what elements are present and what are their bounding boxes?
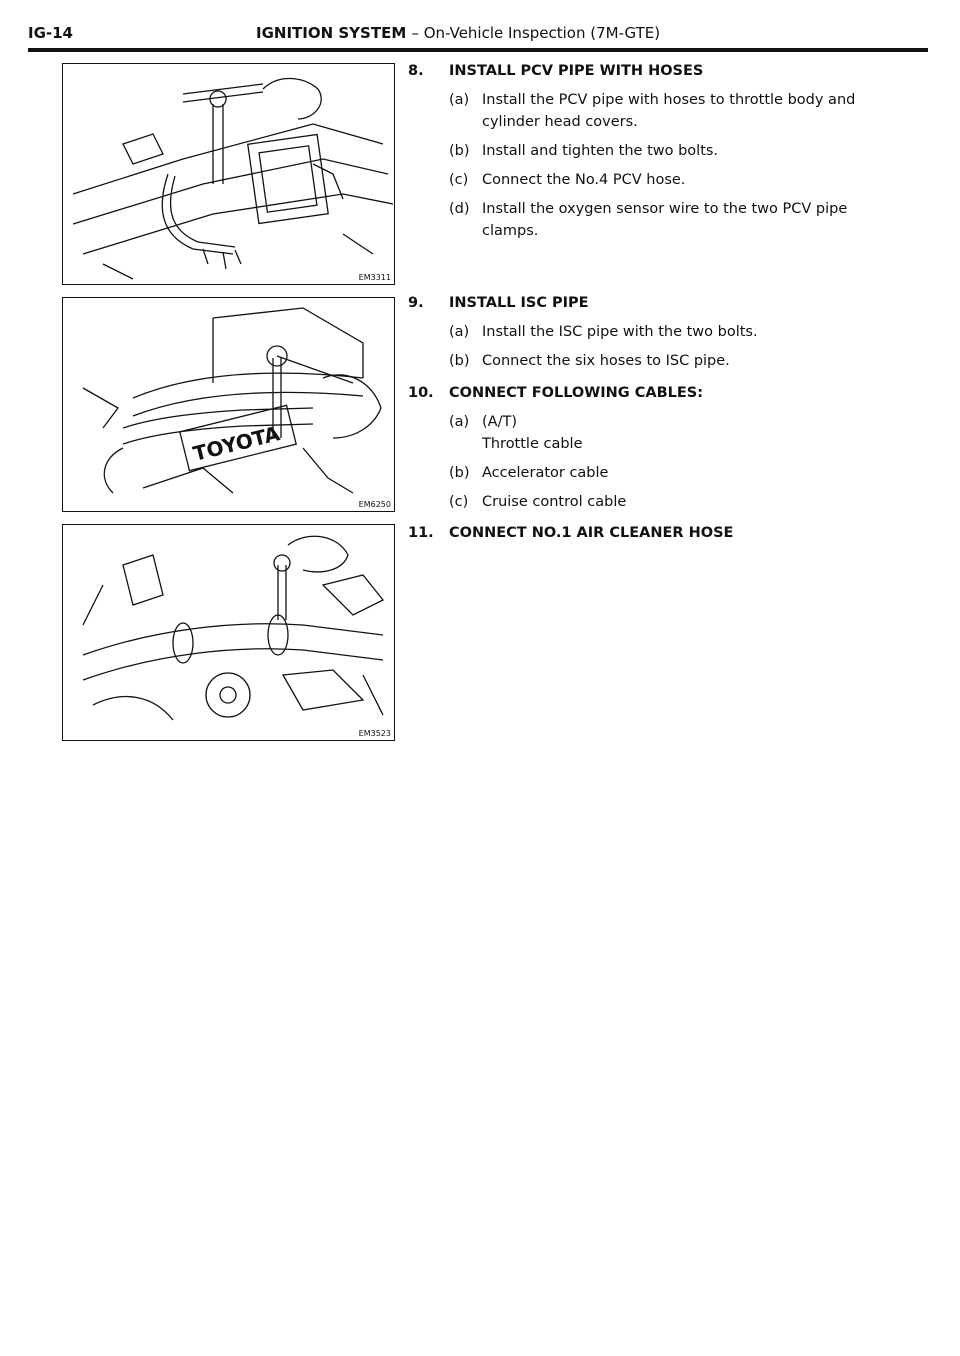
air-cleaner-hose-illustration <box>63 525 394 740</box>
sub-step <box>449 411 908 455</box>
sub-step-letter: (b) <box>449 465 470 481</box>
text-line: Cruise control cable <box>482 494 627 510</box>
text-line: cylinder head covers. <box>482 114 638 130</box>
pcv-pipe-illustration <box>63 64 394 284</box>
step-title: CONNECT NO.1 AIR CLEANER HOSE <box>449 525 734 541</box>
step-title: INSTALL PCV PIPE WITH HOSES <box>449 63 704 79</box>
text-line: Connect the No.4 PCV hose. <box>482 172 686 188</box>
page-number: IG-14 <box>28 24 73 42</box>
sub-step-text <box>482 350 908 372</box>
step-number: 8. <box>408 63 424 79</box>
text-line: Install the ISC pipe with the two bolts. <box>482 324 758 340</box>
step-11 <box>408 522 908 544</box>
page-header <box>28 22 928 52</box>
sub-step <box>449 491 908 513</box>
sub-step <box>449 350 908 372</box>
step-number: 9. <box>408 295 424 311</box>
sub-step-letter: (a) <box>449 92 470 108</box>
text-line: Install the oxygen sensor wire to the two PCV pipe <box>482 201 848 217</box>
figure-isc-pipe <box>62 297 395 512</box>
step-10 <box>408 382 908 513</box>
step-number: 10. <box>408 385 434 401</box>
figure-code: EM3523 <box>358 729 391 738</box>
figure-code: EM6250 <box>358 500 391 509</box>
sub-step <box>449 89 908 133</box>
sub-step-letter: (b) <box>449 353 470 369</box>
step-9 <box>408 292 908 372</box>
section-subtitle: – On-Vehicle Inspection (7M-GTE) <box>411 24 661 42</box>
step-8 <box>408 60 908 242</box>
sub-step-text <box>482 198 908 242</box>
text-line: Accelerator cable <box>482 465 609 481</box>
text-line: Install and tighten the two bolts. <box>482 143 719 159</box>
sub-step-letter: (d) <box>449 201 470 217</box>
text-line: (A/T) <box>482 414 517 430</box>
sub-step-letter: (a) <box>449 324 470 340</box>
text-line: Connect the six hoses to ISC pipe. <box>482 353 730 369</box>
sub-step-letter: (a) <box>449 414 470 430</box>
isc-pipe-illustration <box>63 298 394 511</box>
step-title: INSTALL ISC PIPE <box>449 295 589 311</box>
figure-air-cleaner-hose <box>62 524 395 741</box>
step-heading <box>408 292 908 314</box>
text-line: Throttle cable <box>482 436 583 452</box>
step-heading <box>408 522 908 544</box>
sub-step-text <box>482 411 908 455</box>
sub-step <box>449 198 908 242</box>
sub-step-text <box>482 140 908 162</box>
section-title: IGNITION SYSTEM <box>256 24 407 42</box>
sub-step <box>449 169 908 191</box>
sub-step-text <box>482 169 908 191</box>
step-number: 11. <box>408 525 434 541</box>
text-line: Install the PCV pipe with hoses to throttle body and <box>482 92 856 108</box>
sub-step <box>449 321 908 343</box>
text-line: clamps. <box>482 223 539 239</box>
page-title <box>256 22 660 44</box>
sub-step <box>449 140 908 162</box>
step-heading <box>408 60 908 82</box>
sub-step-letter: (c) <box>449 172 469 188</box>
sub-step-text <box>482 462 908 484</box>
sub-step-text <box>482 89 908 133</box>
sub-step-letter: (c) <box>449 494 469 510</box>
toyota-logo-text: TOYOTA <box>190 421 283 466</box>
sub-step-letter: (b) <box>449 143 470 159</box>
sub-step-text <box>482 491 908 513</box>
sub-step <box>449 462 908 484</box>
sub-step-text <box>482 321 908 343</box>
step-heading <box>408 382 908 404</box>
figure-code: EM3311 <box>358 273 391 282</box>
step-title: CONNECT FOLLOWING CABLES: <box>449 385 704 401</box>
figure-pcv-pipe <box>62 63 395 285</box>
